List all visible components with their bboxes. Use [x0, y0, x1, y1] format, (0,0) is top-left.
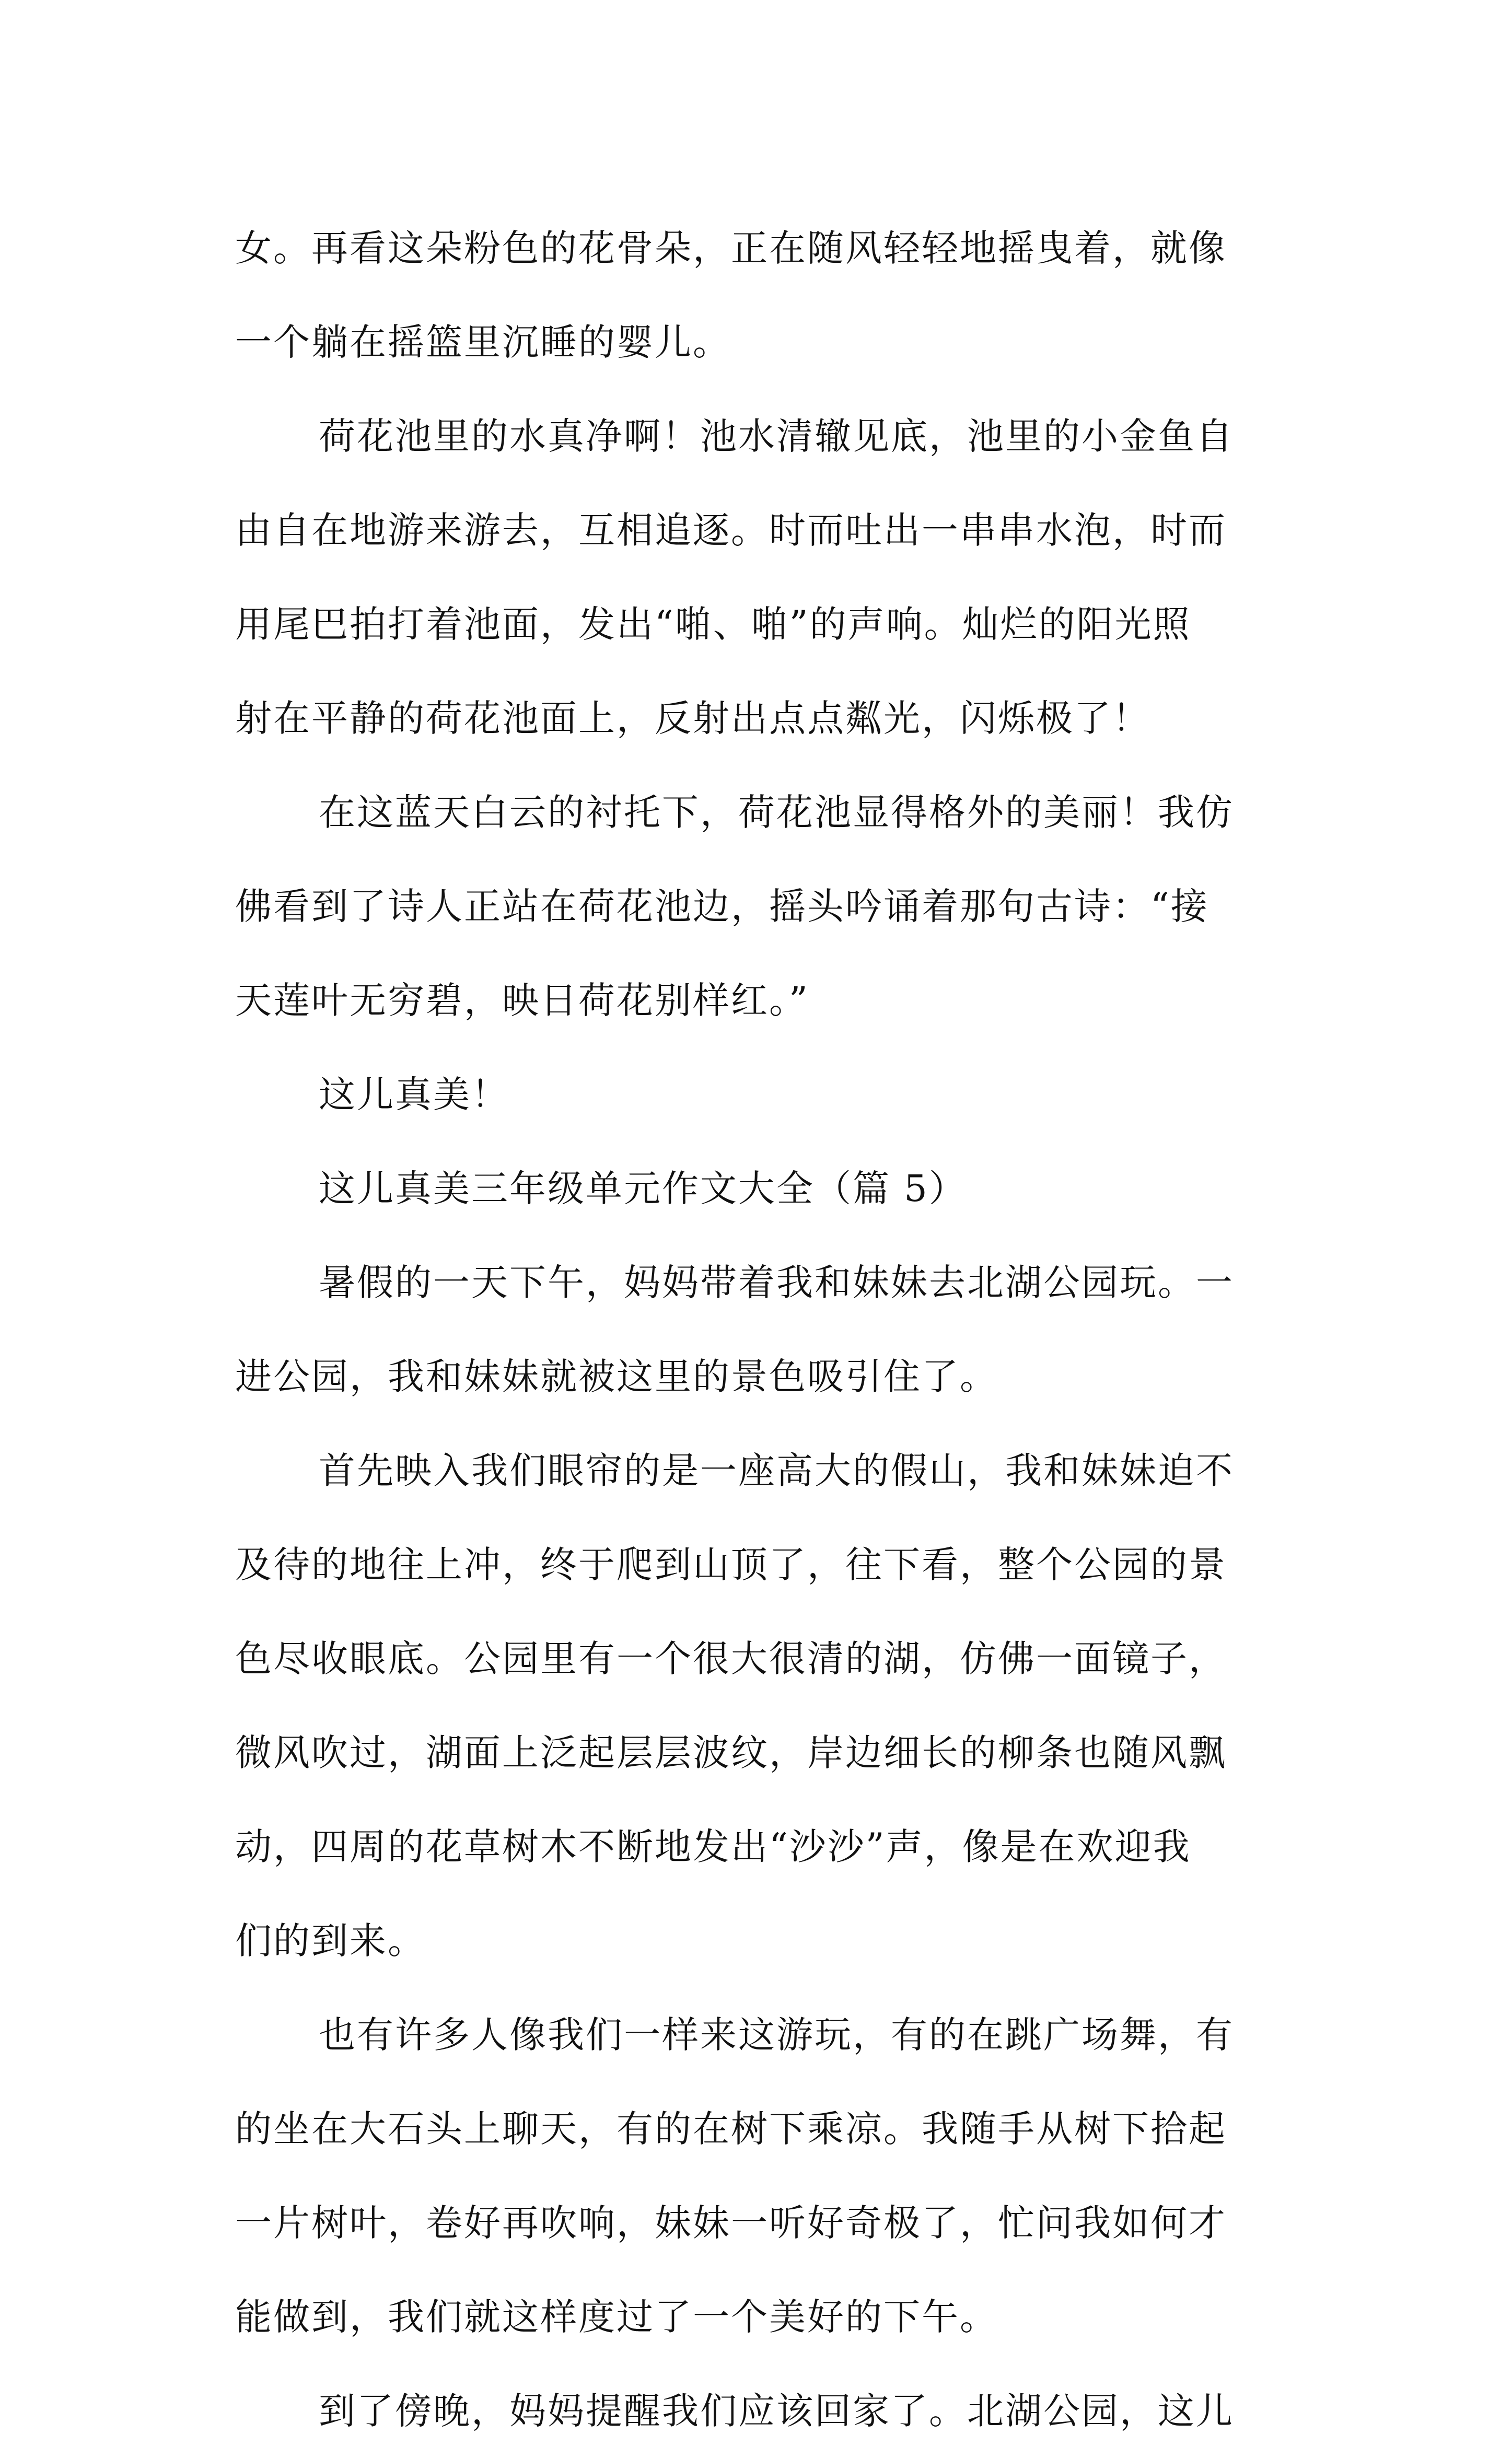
text-line: 由自在地游来游去，互相追逐。时而吐出一串串水泡，时而	[235, 509, 1227, 552]
body-text	[235, 201, 1290, 2458]
paragraph-start-line: 到了傍晚，妈妈提醒我们应该回家了。北湖公园，这儿	[319, 2390, 1234, 2432]
text-line: 微风吹过，湖面上泛起层层波纹，岸边细长的柳条也随风飘	[235, 1731, 1227, 1774]
paragraph-start-line: 首先映入我们眼帘的是一座高大的假山，我和妹妹迫不	[319, 1449, 1234, 1492]
paragraph-start-line: 这儿真美！	[319, 1073, 509, 1116]
text-line: 色尽收眼底。公园里有一个很大很清的湖，仿佛一面镜子，	[235, 1637, 1227, 1680]
paragraph-start-line: 荷花池里的水真净啊！池水清辙见底，池里的小金鱼自	[319, 415, 1234, 458]
text-line: 用尾巴拍打着池面，发出“啪、啪”的声响。灿烂的阳光照	[235, 603, 1191, 646]
text-line: 佛看到了诗人正站在荷花池边，摇头吟诵着那句古诗：“接	[235, 885, 1209, 928]
text-line: 们的到来。	[235, 1919, 426, 1962]
paragraph-start-line: 也有许多人像我们一样来这游玩，有的在跳广场舞，有	[319, 2013, 1234, 2056]
text-line: 女。再看这朵粉色的花骨朵，正在随风轻轻地摇曳着，就像	[235, 227, 1227, 270]
paragraph-start-line: 在这蓝天白云的衬托下，荷花池显得格外的美丽！我仿	[319, 791, 1234, 834]
paragraph-start-line: 暑假的一天下午，妈妈带着我和妹妹去北湖公园玩。一	[319, 1261, 1234, 1304]
text-line: 一个躺在摇篮里沉睡的婴儿。	[235, 321, 731, 364]
text-line: 射在平静的荷花池面上，反射出点点粼光，闪烁极了！	[235, 697, 1150, 740]
text-line: 进公园，我和妹妹就被这里的景色吸引住了。	[235, 1355, 998, 1398]
text-line: 一片树叶，卷好再吹响，妹妹一听好奇极了，忙问我如何才	[235, 2201, 1227, 2244]
text-line: 动，四周的花草树木不断地发出“沙沙”声，像是在欢迎我	[235, 1825, 1191, 1868]
text-line: 的坐在大石头上聊天，有的在树下乘凉。我随手从树下拾起	[235, 2107, 1227, 2150]
text-line: 及待的地往上冲，终于爬到山顶了，往下看，整个公园的景	[235, 1543, 1227, 1586]
section-title: 这儿真美三年级单元作文大全（篇 5）	[319, 1167, 967, 1210]
text-line: 能做到，我们就这样度过了一个美好的下午。	[235, 2296, 998, 2338]
text-line: 天莲叶无穷碧，映日荷花别样红。”	[235, 979, 809, 1022]
